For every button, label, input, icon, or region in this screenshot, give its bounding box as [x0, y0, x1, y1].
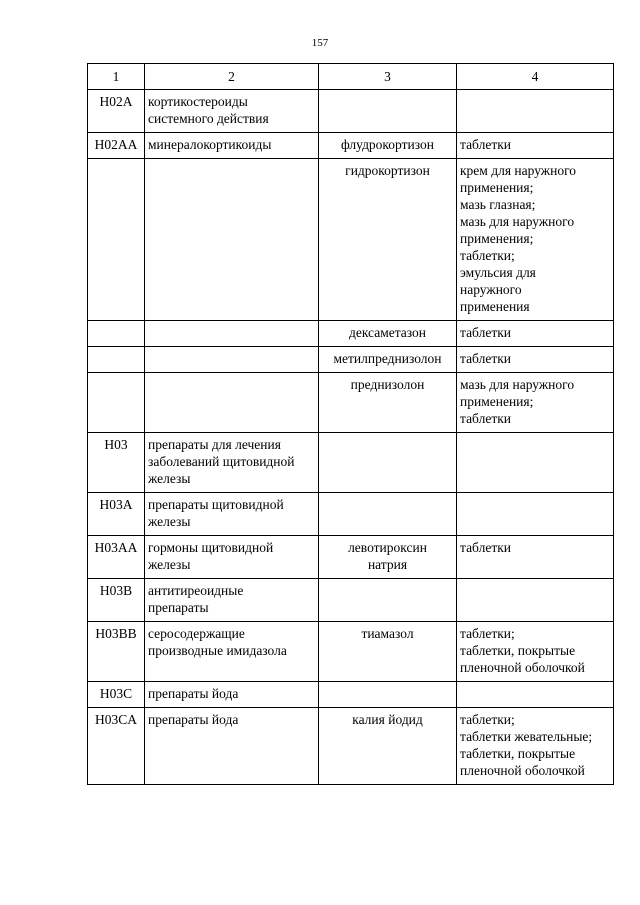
group-name — [145, 159, 319, 321]
dosage-form: крем для наружного применения; мазь глазная; мазь для наружного применения; таблетки; эмульсия для наружного применения — [457, 159, 614, 321]
drug-name: флудрокортизон — [319, 133, 457, 159]
table-row — [88, 433, 614, 493]
dosage-form: таблетки — [457, 321, 614, 347]
atc-code: H03AA — [88, 536, 145, 579]
group-name: препараты йода — [145, 682, 319, 708]
group-name: препараты щитовидной железы — [145, 493, 319, 536]
table-row — [88, 708, 614, 785]
column-header-1: 1 — [88, 64, 145, 90]
table-row — [88, 493, 614, 536]
table-row — [88, 90, 614, 133]
group-name: препараты йода — [145, 708, 319, 785]
dosage-form: таблетки; таблетки, покрытые пленочной оболочкой — [457, 622, 614, 682]
group-name: препараты для лечения заболеваний щитовидной железы — [145, 433, 319, 493]
dosage-form: таблетки — [457, 347, 614, 373]
column-header-3: 3 — [319, 64, 457, 90]
atc-code: H03B — [88, 579, 145, 622]
table-row — [88, 682, 614, 708]
drug-name: дексаметазон — [319, 321, 457, 347]
dosage-form — [457, 433, 614, 493]
drug-table — [87, 63, 614, 785]
drug-name — [319, 493, 457, 536]
dosage-form — [457, 493, 614, 536]
atc-code: H03 — [88, 433, 145, 493]
dosage-form — [457, 682, 614, 708]
atc-code: H02A — [88, 90, 145, 133]
group-name: антитиреоидные препараты — [145, 579, 319, 622]
column-header-2: 2 — [145, 64, 319, 90]
group-name: гормоны щитовидной железы — [145, 536, 319, 579]
dosage-form: мазь для наружного применения; таблетки — [457, 373, 614, 433]
group-name — [145, 321, 319, 347]
atc-code: H03BB — [88, 622, 145, 682]
drug-name — [319, 579, 457, 622]
atc-code — [88, 373, 145, 433]
drug-name — [319, 433, 457, 493]
atc-code: H03A — [88, 493, 145, 536]
table-row — [88, 347, 614, 373]
dosage-form — [457, 90, 614, 133]
table-row — [88, 622, 614, 682]
drug-name: калия йодид — [319, 708, 457, 785]
drug-name: метилпреднизолон — [319, 347, 457, 373]
atc-code — [88, 321, 145, 347]
group-name: кортикостероиды системного действия — [145, 90, 319, 133]
table-row — [88, 579, 614, 622]
column-header-4: 4 — [457, 64, 614, 90]
table-row — [88, 159, 614, 321]
table-row — [88, 536, 614, 579]
page-number: 157 — [311, 37, 329, 49]
atc-code: H03CA — [88, 708, 145, 785]
atc-code: H02AA — [88, 133, 145, 159]
drug-name — [319, 90, 457, 133]
table-row — [88, 133, 614, 159]
atc-code: H03C — [88, 682, 145, 708]
drug-name: преднизолон — [319, 373, 457, 433]
table-row — [88, 321, 614, 347]
drug-name: гидрокортизон — [319, 159, 457, 321]
drug-name: тиамазол — [319, 622, 457, 682]
table-header-row — [88, 64, 614, 90]
atc-code — [88, 159, 145, 321]
drug-name — [319, 682, 457, 708]
dosage-form: таблетки — [457, 536, 614, 579]
table-row — [88, 373, 614, 433]
dosage-form: таблетки; таблетки жевательные; таблетки, покрытые пленочной оболочкой — [457, 708, 614, 785]
group-name — [145, 347, 319, 373]
dosage-form: таблетки — [457, 133, 614, 159]
group-name: минералокортикоиды — [145, 133, 319, 159]
group-name: серосодержащие производные имидазола — [145, 622, 319, 682]
drug-name: левотироксин натрия — [319, 536, 457, 579]
group-name — [145, 373, 319, 433]
dosage-form — [457, 579, 614, 622]
atc-code — [88, 347, 145, 373]
